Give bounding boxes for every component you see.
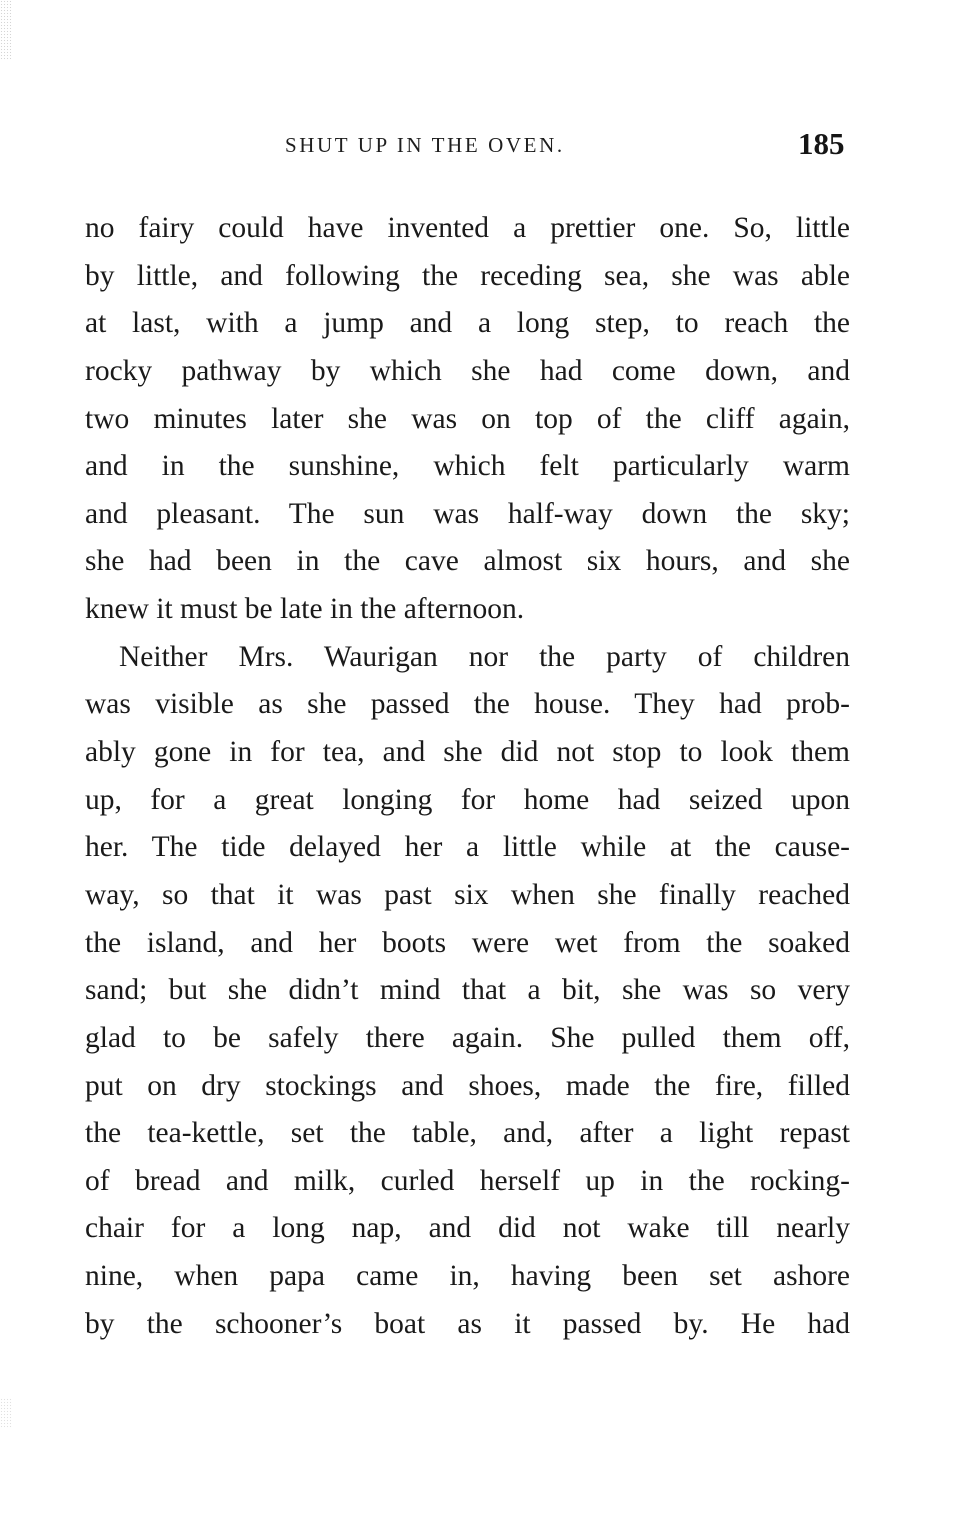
- text-line: way, so that it was past six when she finally reached: [85, 878, 850, 911]
- text-line: put on dry stockings and shoes, made the fire, filled: [85, 1069, 850, 1102]
- text-line: at last, with a jump and a long step, to reach the: [85, 307, 850, 340]
- text-line: up, for a great longing for home had seized upon: [85, 783, 850, 816]
- text-line: two minutes later she was on top of the cliff again,: [85, 402, 850, 435]
- text-line: chair for a long nap, and did not wake till nearly: [85, 1212, 850, 1245]
- text-line-paragraph-end: knew it must be late in the afternoon.: [85, 593, 525, 626]
- text-line: was visible as she passed the house. They had prob-: [85, 688, 850, 721]
- text-line: glad to be safely there again. She pulled them off,: [85, 1021, 850, 1054]
- text-line-paragraph-start: Neither Mrs. Waurigan nor the party of children: [119, 640, 850, 673]
- text-line: sand; but she didn’t mind that a bit, she was so very: [85, 974, 850, 1007]
- text-line: by the schooner’s boat as it passed by. He had: [85, 1307, 850, 1340]
- text-line: rocky pathway by which she had come down, and: [85, 354, 850, 387]
- scan-margin-noise: [0, 0, 12, 60]
- text-line: the island, and her boots were wet from the soaked: [85, 926, 850, 959]
- page-number: 185: [798, 126, 845, 161]
- running-head: SHUT UP IN THE OVEN.: [285, 133, 565, 157]
- text-line: nine, when papa came in, having been set ashore: [85, 1260, 850, 1293]
- text-line: the tea-kettle, set the table, and, after a light repast: [85, 1117, 850, 1150]
- text-line: of bread and milk, curled herself up in the rocking-: [85, 1164, 850, 1197]
- scan-margin-noise-lower: [0, 1398, 12, 1428]
- text-line: and pleasant. The sun was half-way down the sky;: [85, 497, 850, 530]
- text-line: she had been in the cave almost six hours, and she: [85, 545, 850, 578]
- text-line: by little, and following the receding sea, she was able: [85, 259, 850, 292]
- text-line: and in the sunshine, which felt particularly warm: [85, 450, 850, 483]
- text-line: her. The tide delayed her a little while at the cause-: [85, 831, 850, 864]
- text-line: ably gone in for tea, and she did not stop to look them: [85, 736, 850, 769]
- text-line: no fairy could have invented a prettier one. So, little: [85, 212, 850, 244]
- body-text: [85, 205, 850, 1348]
